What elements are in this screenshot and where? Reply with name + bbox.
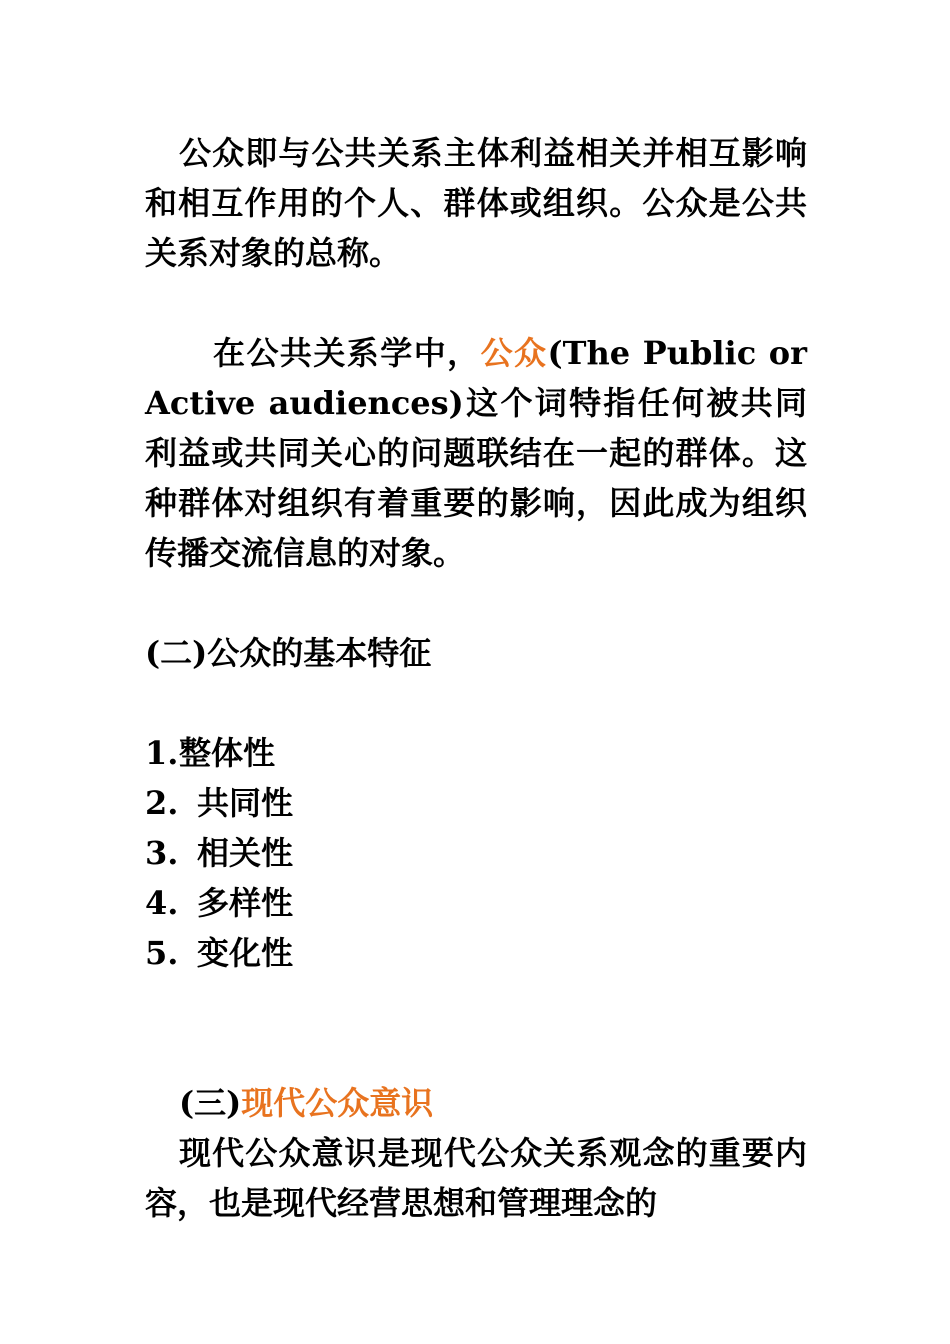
- paragraph-public-meaning: [145, 328, 807, 578]
- list-item: [145, 778, 807, 828]
- features-list: [145, 728, 807, 978]
- list-item-label: 多样性: [197, 884, 294, 922]
- list-item-label: 整体性: [179, 734, 276, 772]
- paragraph-definition: 公众即与公共关系主体利益相关并相互影响和相互作用的个人、群体或组织。公众是公共关系对象的总称。: [145, 134, 807, 272]
- list-item-label: 相关性: [197, 834, 294, 872]
- spacer: [145, 578, 807, 628]
- list-item-label: 变化性: [197, 934, 294, 972]
- list-item-number: 4.: [145, 884, 179, 922]
- list-item-number: 3.: [145, 834, 179, 872]
- section-heading-prefix: (三): [179, 1084, 242, 1122]
- list-item-number: 2.: [145, 784, 179, 822]
- paragraph-public-prefix: 在公共关系学中，: [213, 334, 481, 372]
- highlight-public-term: 公众: [480, 334, 548, 372]
- list-item: [145, 728, 807, 778]
- list-item-number: 1.: [145, 734, 179, 772]
- list-item-number: 5.: [145, 934, 179, 972]
- list-item: [145, 928, 807, 978]
- document-page: [145, 128, 807, 1228]
- spacer: [145, 1028, 807, 1078]
- spacer: [145, 978, 807, 1028]
- spacer: [145, 278, 807, 328]
- list-item: [145, 828, 807, 878]
- list-item-label: 共同性: [197, 784, 294, 822]
- spacer: [145, 678, 807, 728]
- paragraph-modern-awareness: 现代公众意识是现代公众关系观念的重要内容，也是现代经营思想和管理理念的: [145, 1134, 807, 1222]
- paragraph-public-suffix: (The Public or Active audiences)这个词特指任何被共同利益或共同关心的问题联结在一起的群体。这种群体对组织有着重要的影响，因此成为组织传播交流信息的对象。: [145, 334, 807, 572]
- section-heading-modern-awareness: [145, 1078, 807, 1128]
- section-heading-highlight: 现代公众意识: [241, 1084, 434, 1122]
- list-item: [145, 878, 807, 928]
- section-heading-characteristics: (二)公众的基本特征: [145, 634, 432, 672]
